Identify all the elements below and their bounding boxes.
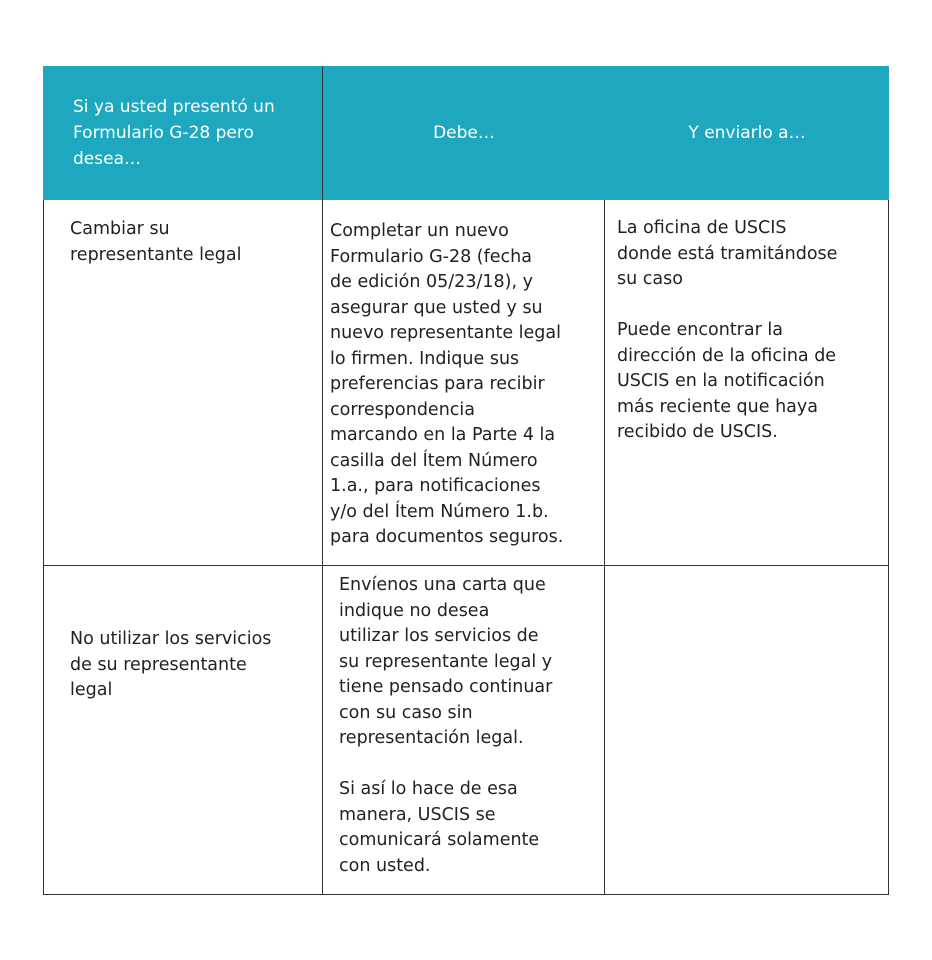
table-row-1-action bbox=[330, 219, 602, 551]
cell-text: Puede encontrar la dirección de la oficina de USCIS en la notificación más reciente que haya recibido de USCIS. bbox=[617, 320, 837, 442]
header-label-must: Debe… bbox=[433, 123, 495, 143]
header-label-if-already-filed: Si ya usted presentó un Formulario G-28 pero desea… bbox=[73, 97, 275, 169]
cell-text: No utilizar los servicios de su representante legal bbox=[70, 629, 272, 700]
table-right-border bbox=[888, 200, 889, 895]
cell-text: Envíenos una carta que indique no desea utilizar los servicios de su representante legal y tiene pensado continuar con su caso sin representación legal. bbox=[339, 575, 553, 748]
row-divider bbox=[43, 565, 889, 566]
table-row-2-action bbox=[339, 573, 601, 879]
cell-text: La oficina de USCIS donde está tramitándose su caso bbox=[617, 218, 838, 289]
table-row-1-destination bbox=[617, 216, 885, 446]
cell-text: Cambiar su representante legal bbox=[70, 219, 242, 265]
table-header bbox=[43, 66, 889, 200]
header-label-send-to: Y enviarlo a… bbox=[688, 123, 806, 143]
header-cell-if-already-filed bbox=[43, 66, 323, 200]
column-divider-1 bbox=[322, 66, 323, 895]
column-divider-2 bbox=[604, 200, 605, 895]
table-left-border bbox=[43, 200, 44, 895]
cell-text: Completar un nuevo Formulario G-28 (fecha de edición 05/23/18), y asegurar que usted y su nuevo representante legal lo firmen. Indique sus preferencias para recibir correspondencia marcando en la Parte 4 la casilla del Ítem Número 1.a., para notificaciones y/o del Ítem Número 1.b. para documentos seguros. bbox=[330, 221, 564, 547]
cell-text: Si así lo hace de esa manera, USCIS se comunicará solamente con usted. bbox=[339, 779, 540, 876]
table-row-1-situation bbox=[70, 217, 315, 268]
table-bottom-border bbox=[43, 894, 889, 895]
header-cell-send-to bbox=[605, 66, 889, 200]
information-table bbox=[43, 66, 889, 895]
table-row-2-situation bbox=[70, 627, 315, 704]
header-cell-must bbox=[323, 66, 605, 200]
